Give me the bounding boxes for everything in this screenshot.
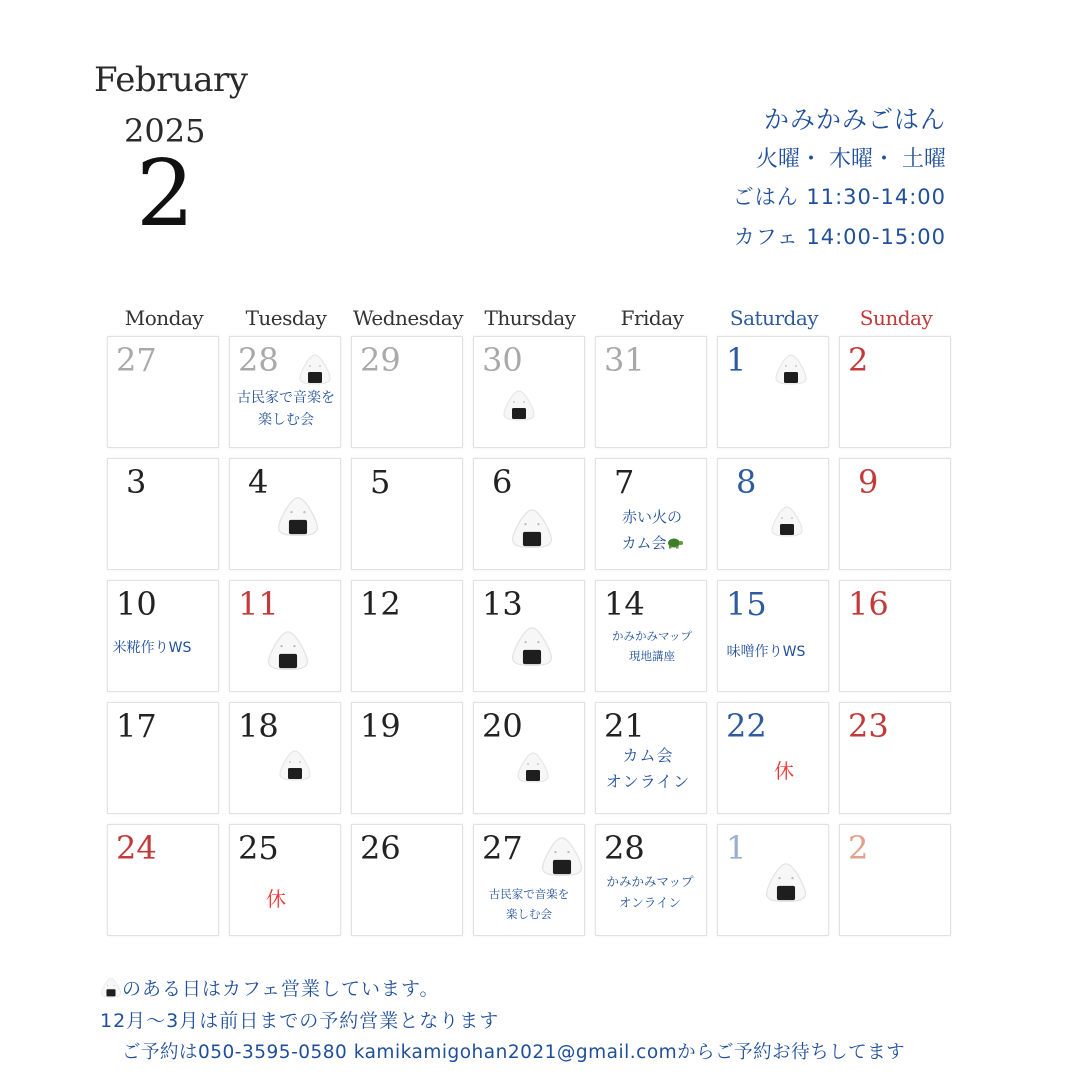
gohan-hours: ごはん 11:30-14:00 [732,185,946,209]
day-cell-feb11[interactable] [229,580,341,692]
day-cell-feb8[interactable] [717,458,829,570]
weekday-tuesday: Tuesday [245,306,327,330]
day-number: 28 [604,829,645,867]
onigiri-icon [510,507,554,549]
day-cell-feb23[interactable] [839,702,951,814]
day-cell-feb14[interactable] [595,580,707,692]
shop-name: かみかみごはん [763,105,946,134]
day-number: 27 [116,341,157,379]
onigiri-icon [278,749,312,781]
event-note: 古民家で音楽を 楽しむ会 [237,390,335,429]
footer-line-3: ご予約は050-3595-0580 kamikamigohan2021@gmail.comからご予約お待ちしてます [122,1042,906,1063]
onigiri-icon [298,353,332,385]
month-number: 2 [136,140,195,247]
day-number: 4 [248,463,269,501]
day-number: 18 [238,707,279,745]
event-note: カム会 オンライン [605,746,691,791]
weekday-saturday: Saturday [729,306,819,330]
turtle-icon [667,532,683,544]
year: 2025 [124,112,206,150]
weekday-thursday: Thursday [484,306,576,330]
day-number: 12 [360,585,401,623]
day-cell-jan30[interactable] [473,336,585,448]
day-cell-feb17[interactable] [107,702,219,814]
day-cell-mar1[interactable] [717,824,829,936]
day-number: 9 [858,463,879,501]
event-note: 古民家で音楽を 楽しむ会 [488,887,570,921]
event-note: かみかみマップ 現地講座 [611,629,693,663]
day-cell-feb5[interactable] [351,458,463,570]
onigiri-icon [516,751,550,783]
day-cell-feb16[interactable] [839,580,951,692]
day-number: 14 [604,585,645,623]
day-number: 17 [116,707,157,745]
day-number: 7 [614,463,635,501]
day-number: 27 [482,829,523,867]
day-number: 30 [482,341,523,379]
day-cell-jan28[interactable] [229,336,341,448]
event-note: 味噌作りWS [726,644,806,660]
day-cell-feb10[interactable] [107,580,219,692]
day-number: 6 [492,463,513,501]
day-number: 26 [360,829,401,867]
weekday-monday: Monday [124,306,204,330]
day-cell-feb1[interactable] [717,336,829,448]
day-cell-feb27[interactable] [473,824,585,936]
day-cell-feb13[interactable] [473,580,585,692]
day-cell-mar2[interactable] [839,824,951,936]
day-cell-feb25[interactable] [229,824,341,936]
day-number: 16 [848,585,889,623]
onigiri-icon [774,353,808,385]
day-number: 8 [736,463,757,501]
day-cell-feb7[interactable] [595,458,707,570]
day-number: 24 [116,829,157,867]
closed-label: 休 [774,759,794,783]
day-cell-feb28[interactable] [595,824,707,936]
footer-line-1: のある日はカフェ営業しています。 [100,974,440,1001]
day-cell-feb9[interactable] [839,458,951,570]
day-cell-jan31[interactable] [595,336,707,448]
day-number: 1 [726,341,747,379]
day-cell-feb24[interactable] [107,824,219,936]
day-number: 25 [238,829,279,867]
day-number: 20 [482,707,523,745]
month-name: February [94,60,248,100]
day-cell-feb3[interactable] [107,458,219,570]
day-cell-feb12[interactable] [351,580,463,692]
day-number: 22 [726,707,767,745]
day-cell-feb6[interactable] [473,458,585,570]
day-number: 19 [360,707,401,745]
day-number: 13 [482,585,523,623]
onigiri-icon [266,629,310,671]
closed-label: 休 [266,887,286,911]
day-number: 31 [604,341,645,379]
day-cell-jan29[interactable] [351,336,463,448]
onigiri-icon [764,861,808,903]
day-cell-feb15[interactable] [717,580,829,692]
day-cell-feb19[interactable] [351,702,463,814]
day-cell-feb2[interactable] [839,336,951,448]
day-number: 15 [726,585,767,623]
shop-info [733,100,946,261]
day-number: 2 [848,341,869,379]
footer-line-2: 12月～3月は前日までの予約営業となります [100,1010,500,1032]
day-cell-feb4[interactable] [229,458,341,570]
open-days: 火曜・ 木曜・ 土曜 [756,147,946,172]
day-cell-feb26[interactable] [351,824,463,936]
day-cell-feb22[interactable] [717,702,829,814]
onigiri-icon [510,625,554,667]
day-number: 3 [126,463,147,501]
event-note: 赤い火の カム会 [621,508,682,552]
day-number: 29 [360,341,401,379]
day-number: 21 [604,707,645,745]
day-number: 5 [370,463,391,501]
day-number: 23 [848,707,889,745]
day-number: 2 [848,829,869,867]
cafe-hours: カフェ 14:00-15:00 [733,225,946,249]
onigiri-icon [770,505,804,537]
day-number: 11 [238,585,279,623]
event-note: かみかみマップ オンライン [606,874,694,911]
day-cell-feb18[interactable] [229,702,341,814]
day-cell-jan27[interactable] [107,336,219,448]
weekday-friday: Friday [620,306,684,330]
onigiri-icon [540,835,584,877]
day-number: 1 [726,829,747,867]
onigiri-icon [502,389,536,421]
weekday-wednesday: Wednesday [352,306,464,330]
day-number: 10 [116,585,157,623]
onigiri-icon [100,977,122,997]
day-cell-feb20[interactable] [473,702,585,814]
day-cell-feb21[interactable] [595,702,707,814]
onigiri-icon [276,495,320,537]
day-number: 28 [238,341,279,379]
event-note: 米糀作りWS [112,640,192,656]
weekday-sunday: Sunday [859,306,933,330]
